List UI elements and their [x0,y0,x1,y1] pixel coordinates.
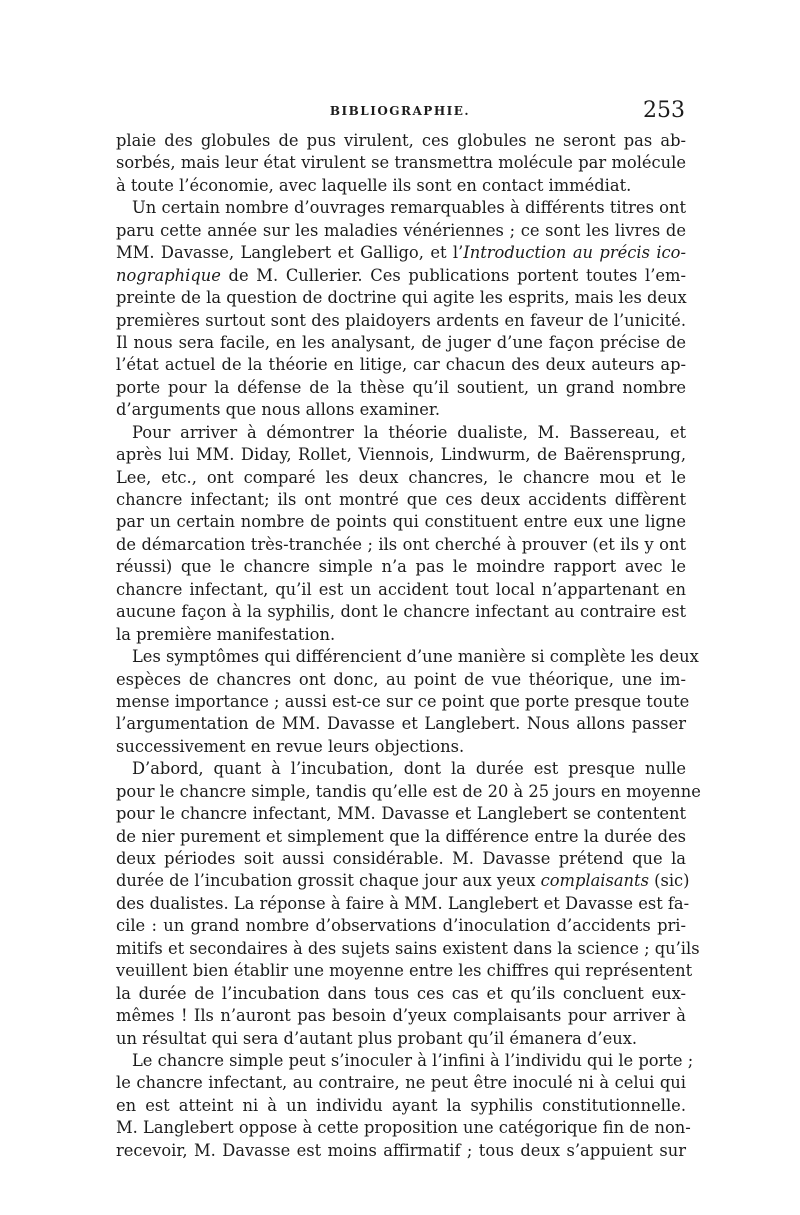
text-line [116,265,686,287]
text-line: aucune façon à la syphilis, dont le chancre infectant au contraire est [116,602,686,622]
text-line: pour le chancre infectant, MM. Davasse et Langlebert se contentent [116,804,686,824]
text-line: porte pour la défense de la thèse qu’il soutient, un grand nombre [116,377,686,397]
text-line: plaie des globules de pus virulent, ces globules ne seront pas ab- [116,131,686,150]
text-line: Un certain nombre d’ouvrages remarquables à différents titres ont [132,198,686,218]
text-line: le chancre infectant, au contraire, ne peut être inoculé ni à celui qui [116,1073,686,1093]
text-line: réussi) que le chancre simple n’a pas le moindre rapport avec le [116,557,686,577]
body-text [116,130,701,1162]
text-line: la première manifestation. [116,624,336,644]
text-segment: (sic) [648,871,690,891]
text-line: M. Langlebert oppose à cette proposition une catégorique fin de non- [116,1118,691,1138]
text-line: Le chancre simple peut s’inoculer à l’infini à l’individu qui le porte ; [132,1050,694,1070]
text-line: deux périodes soit aussi considérable. M. Davasse prétend que la [116,849,686,868]
text-line: la durée de l’incubation dans tous ces cas et qu’ils concluent eux- [116,983,686,1003]
running-header [115,98,685,128]
text-line: Pour arriver à démontrer la théorie dualiste, M. Bassereau, et [132,422,686,442]
text-segment: durée de l’incubation grossit chaque jour aux yeux [116,871,541,891]
text-line: D’abord, quant à l’incubation, dont la durée est presque nulle [132,759,686,779]
text-line: l’argumentation de MM. Davasse et Langlebert. Nous allons passer [116,714,686,734]
text-line: cile : un grand nombre d’observations d’inoculation d’accidents pri- [116,916,686,936]
text-line: par un certain nombre de points qui constituent entre eux une ligne [116,512,686,532]
text-line: recevoir, M. Davasse est moins affirmatif ; tous deux s’appuient sur [116,1140,686,1160]
text-line: des dualistes. La réponse à faire à MM. Langlebert et Davasse est fa- [116,893,690,913]
text-line: un résultat qui sera d’autant plus probant qu’il émanera d’eux. [116,1028,638,1048]
text-line [116,242,686,264]
text-line: veuillent bien établir une moyenne entre les chiffres qui représentent [116,961,693,981]
italic-text: complaisants [540,871,649,891]
italic-text: Introduction au précis ico- [463,243,686,263]
text-line: à toute l’économie, avec laquelle ils sont en contact immédiat. [116,175,632,195]
text-line: espèces de chancres ont donc, au point de vue théorique, une im- [116,669,686,689]
text-line: sorbés, mais leur état virulent se transmettra molécule par molécule [116,153,686,173]
text-line: Lee, etc., ont comparé les deux chancres, le chancre mou et le [116,467,686,487]
text-line: chancre infectant, qu’il est un accident tout local n’appartenant en [116,579,686,599]
text-line: d’arguments que nous allons examiner. [116,400,441,420]
text-line: Les symptômes qui différencient d’une manière si complète les deux [132,647,699,667]
text-line: preinte de la question de doctrine qui agite les esprits, mais les deux [116,288,687,308]
page-number: 253 [643,98,685,123]
header-title: BIBLIOGRAPHIE. [329,104,471,118]
text-line: mitifs et secondaires à des sujets sains existent dans la science ; qu’ils [116,938,700,958]
text-line: en est atteint ni à un individu ayant la syphilis constitutionnelle. [116,1095,686,1115]
text-line: de démarcation très-tranchée ; ils ont cherché à prouver (et ils y ont [116,534,686,554]
italic-text: nographique [116,265,221,285]
text-segment: MM. Davasse, Langlebert et Galligo, et l’ [116,243,464,263]
text-line: après lui MM. Diday, Rollet, Viennois, Lindwurm, de Baërensprung, [116,445,686,465]
text-line: chancre infectant; ils ont montré que ces deux accidents diffèrent [116,490,686,509]
text-line: l’état actuel de la théorie en litige, car chacun des deux auteurs ap- [116,355,686,375]
text-segment: de M. Cullerier. Ces publications portent toutes l’em- [220,265,686,285]
text-line: de nier purement et simplement que la différence entre la durée des [116,826,686,846]
text-line [116,870,690,892]
text-line: mêmes ! Ils n’auront pas besoin d’yeux complaisants pour arriver à [116,1006,686,1026]
text-line: premières surtout sont des plaidoyers ardents en faveur de l’unicité. [116,310,686,330]
text-line: paru cette année sur les maladies vénériennes ; ce sont les livres de [116,220,686,240]
text-line: successivement en revue leurs objections. [116,736,465,756]
text-line: pour le chancre simple, tandis qu’elle est de 20 à 25 jours en moyenne [116,781,701,801]
text-line: Il nous sera facile, en les analysant, de juger d’une façon précise de [116,332,686,352]
text-line: mense importance ; aussi est-ce sur ce point que porte presque toute [116,691,690,711]
